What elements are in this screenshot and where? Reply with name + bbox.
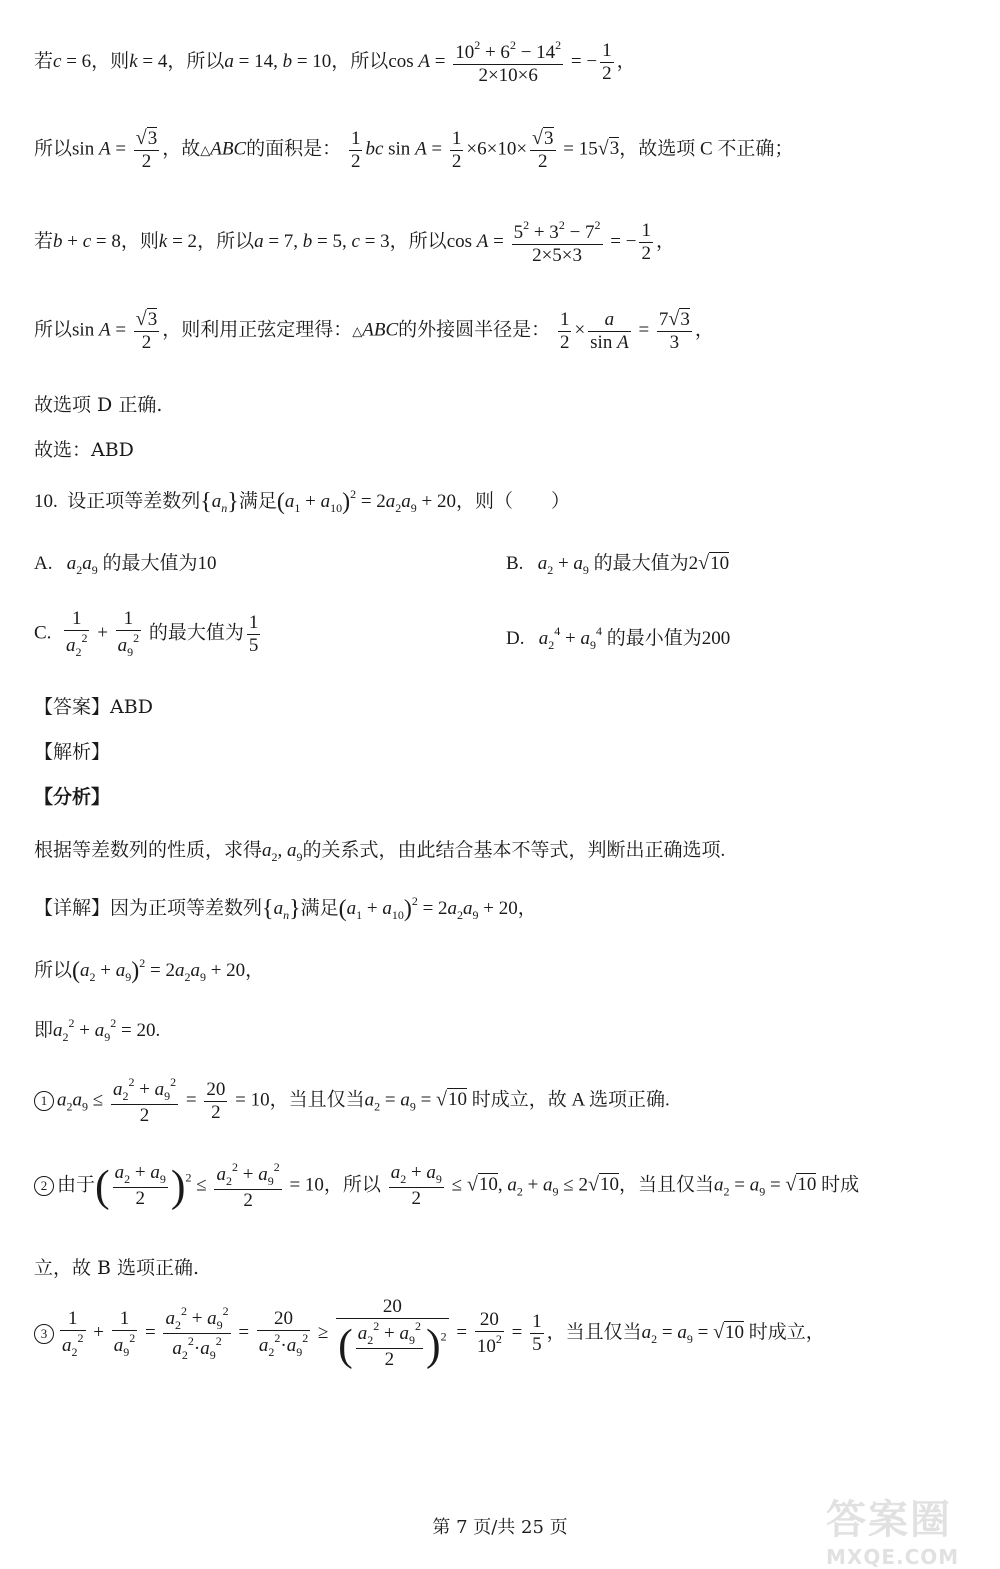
ji-line: 即$a_2^2 + a_9^2 = 20$. (34, 1016, 161, 1044)
page-footer: 第 7 页/共 25 页 (432, 1517, 568, 1538)
option-c: C. $\frac{1}{a_2^2}$ + $\frac{1}{a_9^2}$ 的最大值为 $\frac{1}{5}$ (34, 608, 259, 659)
line-b-plus-c: 若b + c = 8，则k = 2，所以a = 7, b = 5, c = 3，所以cos A = $\frac{5^2 + 3^2 - 7^2}{2\times 5\times 3}$ = − $\frac{1}{2}$ ， (34, 218, 675, 266)
watermark-en: MXQE.COM (826, 1545, 960, 1569)
fenxi-text: 根据等差数列的性质，求得$a_2$, $a_9$的关系式，由此结合基本不等式，判断出正确选项. (34, 840, 726, 864)
line-choice: 故选：ABD (34, 439, 134, 461)
fenxi-heading: 【分析】 (34, 786, 111, 808)
watermark-cn: 答案圈 (826, 1496, 952, 1543)
step-2-cont: 立，故 B 选项正确. (34, 1257, 200, 1279)
answer-line: 【答案】ABD (34, 696, 153, 718)
question-10-stem: 10. 设正项等差数列$\{a_n\}$满足$(a_1 + a_{10})^2 = 2a_2a_9 + 20$，则（ ） (34, 487, 571, 516)
xiangjie-line: 【详解】因为正项等差数列$\{a_n\}$满足$(a_1 + a_{10})^2 = 2a_2a_9 + 20$， (34, 894, 537, 923)
jiexi-heading: 【解析】 (34, 741, 111, 763)
step-1: 1 $a_2a_9$ ≤ $\frac{a_2^2 + a_9^2}{2}$ = $\frac{20}{2}$ = 10，当且仅当$a_2 = a_9 = √10$ 时成立，故 A 选项正确. (34, 1075, 670, 1127)
option-d: D. $a_2^4 + a_9^4$ 的最小值为200 (506, 624, 731, 652)
line-sinA-2: 所以sin A = $\frac{√3}{2}$ ，则利用正弦定理得：△ABC的外接圆半径是： $\frac{1}{2}$ × $\frac{a}{\text{sin A}}$ = $\frac{7√3}{3}$ ， (34, 308, 714, 353)
step-2: 2 由于( $\frac{a_2 + a_9}{2}$ )$^2$ ≤ $\frac{a_2^2 + a_9^2}{2}$ = 10，所以 $\frac{a_2 + a_9}{2}$ ≤ √10, $a_2 + a_9 \le 2√10$，当且仅当$a_2 = a_9 = √10$ 时成 (34, 1160, 859, 1212)
line-d-correct: 故选项 D 正确. (34, 394, 163, 416)
suoyi-line: 所以$(a_2 + a_9)^2 = 2a_2a_9 + 20$， (34, 956, 265, 985)
line-c6: 若c = 6，则k = 4，所以a = 14, b = 10，所以cos A = $\frac{10^2 + 6^2 - 14^2}{2\times 10\times 6}$ = − $\frac{1}{2}$ ， (34, 38, 636, 86)
option-a: A. $a_2a_9$ 的最大值为10 (34, 553, 217, 577)
line-sinA-1: 所以sin A = $\frac{√3}{2}$ ，故△ABC的面积是： $\frac{1}{2}$ bc sin A = $\frac{1}{2}$ ×6×10× $\frac{√3}{2}$ = 15√3，故选项 C 不正确； (34, 127, 794, 172)
step-3: 3 $\frac{1}{a_2^2}$ + $\frac{1}{a_9^2}$ = $\frac{a_2^2 + a_9^2}{a_2^2\cdot a_9^2}$ = $\frac{20}{a_2^2\cdot a_9^2}$ ≥ 20 ( $\frac{a_2^2 + a_9^2}{2}$ )$^2$ = $\frac{20}{10^2}$ = $\frac{1}{5}$ ，当且仅当$a_2 = a_9 = √10$ 时成立， (34, 1296, 825, 1371)
watermark-logo (826, 1488, 996, 1569)
option-b: B. $a_2 + a_9$ 的最大值为2√10 (506, 552, 730, 577)
